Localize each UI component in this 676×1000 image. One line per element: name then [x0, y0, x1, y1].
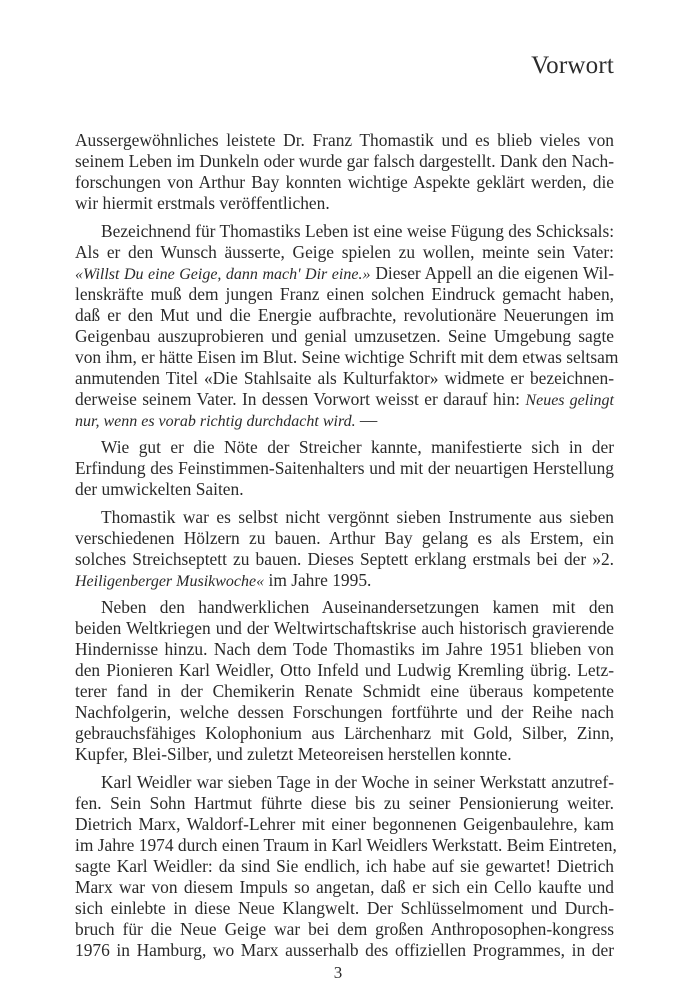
text-segment: gebrauchsfähiges Kolophonium aus Lärchenharz mit Gold, Silber, Zinn, — [75, 723, 614, 743]
text-line — [75, 919, 614, 940]
text-segment: Thomastik war es selbst nicht vergönnt sieben Instrumente aus sieben — [101, 506, 614, 527]
text-segment: Aussergewöhnliches leistete Dr. Franz Thomastik und es blieb vieles von — [75, 130, 614, 150]
text-segment: — — [355, 409, 378, 430]
text-line — [75, 834, 617, 856]
paragraph — [75, 597, 614, 765]
text-line — [75, 437, 614, 458]
text-line — [75, 326, 614, 347]
italic-text: nur, wenn es vorab richtig durchdacht wird. — [75, 412, 356, 430]
text-segment: solches Streichseptett zu bauen. Dieses Septett erklang erstmals bei der »2. — [75, 548, 614, 569]
text-segment: Dieser Appell an die eigenen Wil- — [370, 262, 615, 283]
text-line — [75, 346, 619, 368]
text-segment: Marx war von diesem Impuls so angetan, daß er sich ein Cello kaufte und — [75, 876, 614, 897]
text-segment: beiden Weltkriegen und der Weltwirtschaftskrise auch historisch gravierende — [75, 618, 614, 638]
text-line — [75, 570, 614, 591]
text-segment: verschiedenen Hölzern zu bauen. Arthur Bay gelang es als Erstem, ein — [75, 527, 614, 548]
page-number: 3 — [333, 963, 343, 982]
text-segment: derweise seinem Vater. In dessen Vorwort weisst er darauf hin: — [75, 388, 526, 409]
text-segment: seinem Leben im Dunkeln oder wurde gar falsch dargestellt. Dank den Nach- — [75, 151, 614, 171]
text-line — [75, 723, 614, 744]
text-line — [75, 479, 614, 500]
text-line — [75, 242, 614, 263]
chapter-title: Vorwort — [531, 52, 614, 79]
text-line — [75, 639, 614, 660]
text-segment: von ihm, er hätte Eisen im Blut. Seine wichtige Schrift mit dem etwas seltsam — [75, 346, 619, 367]
text-segment: 1976 in Hamburg, wo Marx ausserhalb des offiziellen Programmes, in der — [75, 939, 614, 960]
text-segment: Kupfer, Blei-Silber, und zuletzt Meteoreisen herstellen konnte. — [75, 744, 512, 764]
text-line — [75, 618, 614, 639]
text-line — [75, 193, 614, 214]
text-line — [75, 940, 614, 961]
text-line — [75, 284, 614, 305]
text-segment: fen. Sein Sohn Hartmut führte diese bis zu seiner Pensionierung weiter. — [75, 792, 614, 813]
paragraph — [75, 507, 614, 591]
text-segment: terer fand in der Chemikerin Renate Schmidt eine überaus kompetente — [75, 681, 614, 701]
text-segment: Hindernisse hinzu. Nach dem Tode Thomastiks im Jahre 1951 blieben von — [75, 639, 614, 659]
text-line — [75, 151, 614, 172]
text-segment: sagte Karl Weidler: da sind Sie endlich, ich habe auf sie gewartet! Dietrich — [75, 855, 614, 876]
text-segment: Wie gut er die Nöte der Streicher kannte, manifestierte sich in der — [101, 437, 614, 457]
text-segment: wir hiermit erstmals veröffentlichen. — [75, 193, 330, 213]
italic-text: Heiligenberger Musikwoche« — [75, 572, 265, 590]
text-line — [75, 744, 614, 765]
text-line — [75, 814, 614, 835]
text-line — [75, 549, 614, 570]
text-line — [75, 458, 614, 479]
paragraph — [75, 437, 614, 500]
text-line — [75, 597, 614, 618]
text-segment: Bezeichnend für Thomastiks Leben ist eine weise Fügung des Schicksals: — [101, 220, 615, 241]
text-line — [75, 221, 614, 242]
text-segment: im Jahre 1974 durch einen Traum in Karl Weidlers Werkstatt. Beim Eintreten, — [75, 834, 617, 855]
text-segment: forschungen von Arthur Bay konnten wichtige Aspekte geklärt werden, die — [75, 172, 614, 192]
text-line — [75, 389, 614, 410]
text-line — [75, 172, 614, 193]
text-segment: den Pionieren Karl Weidler, Otto Infeld und Ludwig Kremling übrig. Letz- — [75, 660, 614, 680]
text-line — [75, 681, 614, 702]
text-segment: anmutenden Titel «Die Stahlsaite als Kulturfaktor» widmete er bezeichnen- — [75, 367, 614, 388]
text-segment: daß er den Mut und die Energie aufbrachte, revolutionäre Neuerungen im — [75, 304, 614, 325]
paragraph — [75, 220, 619, 431]
text-segment: Erfindung des Feinstimmen-Saitenhalters und mit der neuartigen Herstellung — [75, 458, 614, 478]
text-segment: der umwickelten Saiten. — [75, 479, 244, 499]
text-line — [75, 130, 614, 151]
text-segment: Dietrich Marx, Waldorf-Lehrer mit einer begonnenen Geigenbaulehre, kam — [75, 813, 614, 834]
text-line — [75, 898, 614, 919]
text-line — [75, 793, 614, 814]
text-line — [75, 528, 614, 549]
text-segment: Neben den handwerklichen Auseinandersetzungen kamen mit den — [101, 597, 614, 617]
text-line — [75, 263, 614, 284]
text-segment: im Jahre 1995. — [264, 569, 372, 590]
text-line — [75, 660, 614, 681]
text-line — [75, 368, 614, 389]
text-line — [75, 305, 614, 326]
text-segment: Als er den Wunsch äusserte, Geige spielen zu wollen, meinte sein Vater: — [75, 241, 614, 262]
text-line — [75, 702, 614, 723]
text-segment: sich einlebte in diese Neue Klangwelt. Der Schlüsselmoment und Durch- — [75, 897, 614, 918]
text-line — [75, 856, 614, 877]
text-line — [75, 877, 614, 898]
text-segment: Karl Weidler war sieben Tage in der Woche in seiner Werkstatt anzutref- — [101, 771, 614, 792]
text-segment: bruch für die Neue Geige war bei dem großen Anthroposophen-kongress — [75, 918, 614, 939]
body-text — [75, 130, 619, 967]
text-line — [75, 410, 614, 431]
text-segment: Nachfolgerin, welche dessen Forschungen fortführte und der Reihe nach — [75, 702, 614, 722]
text-line — [75, 507, 614, 528]
italic-text: Neues gelingt — [525, 391, 615, 409]
paragraph — [75, 130, 614, 214]
text-line — [75, 772, 614, 793]
paragraph — [75, 771, 617, 961]
text-segment: lenskräfte muß dem jungen Franz einen solchen Eindruck gemacht haben, — [75, 283, 614, 304]
text-segment: Geigenbau auszuprobieren und genial umzusetzen. Seine Umgebung sagte — [75, 325, 614, 346]
italic-text: «Willst Du eine Geige, dann mach' Dir eine.» — [75, 265, 371, 283]
